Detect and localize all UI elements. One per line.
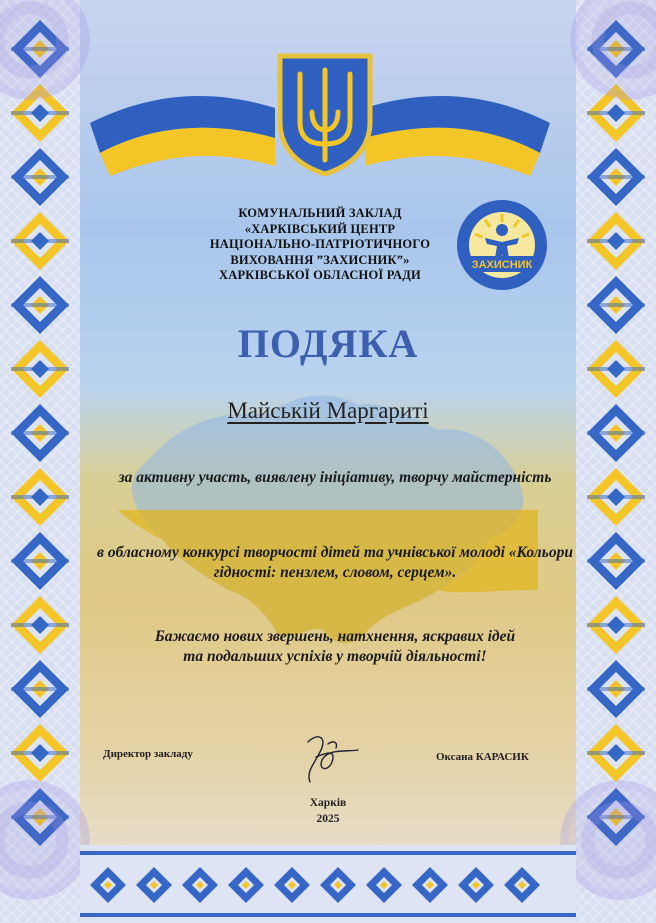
director-name: Оксана КАРАСИК [436, 751, 529, 763]
ornament-motif [585, 466, 647, 528]
organization-heading [170, 206, 470, 284]
logo-text: ЗАХИСНИК [471, 259, 533, 271]
ornament-motif [9, 530, 71, 592]
ornament-motif [9, 146, 71, 208]
certificate-title: ПОДЯКА [237, 321, 419, 366]
trident-coat-of-arms-icon [272, 52, 378, 176]
zakhysnyk-logo [455, 198, 549, 292]
org-line-3: НАЦІОНАЛЬНО-ПАТРІОТИЧНОГО [209, 237, 431, 251]
body-paragraph-3 [95, 627, 575, 667]
ornament-motif [585, 722, 647, 784]
ornament-motif [585, 210, 647, 272]
bottom-ornament-strip [80, 845, 576, 923]
ornament-motif [9, 466, 71, 528]
director-position: Директор закладу [103, 748, 193, 760]
ornament-motif [9, 722, 71, 784]
org-line-5: ХАРКІВСЬКОЇ ОБЛАСНОЇ РАДИ [219, 268, 421, 282]
wishes-line-1: Бажаємо нових звершень, натхнення, яскравих ідей [154, 628, 516, 645]
recipient-name-text: Майській Маргариті [227, 398, 429, 423]
recipient-name [0, 398, 656, 424]
ornament-motif [585, 594, 647, 656]
year: 2025 [316, 813, 340, 825]
ornament-motif [585, 658, 647, 720]
org-line-4: ВИХОВАННЯ ”ЗАХИСНИК”» [230, 252, 410, 267]
city: Харків [309, 797, 347, 809]
body-paragraph-1: за активну участь, виявлену ініціативу, творчу майстерність [118, 469, 552, 486]
org-line-1: КОМУНАЛЬНИЙ ЗАКЛАД [238, 206, 402, 220]
ornament-motif [585, 530, 647, 592]
org-line-2: «ХАРКІВСЬКИЙ ЦЕНТР [244, 221, 396, 236]
ornament-motif [9, 658, 71, 720]
ornament-motif [9, 210, 71, 272]
ornament-motif [585, 146, 647, 208]
handwritten-signature [288, 722, 368, 792]
body-paragraph-2: в обласному конкурсі творчості дітей та учнівської молоді «Кольори гідності: пензлем, словом, серцем». [97, 544, 573, 581]
place-and-year [0, 795, 656, 827]
ornament-motif [9, 594, 71, 656]
wishes-line-2: та подальших успіхів у творчій діяльності! [183, 648, 487, 665]
